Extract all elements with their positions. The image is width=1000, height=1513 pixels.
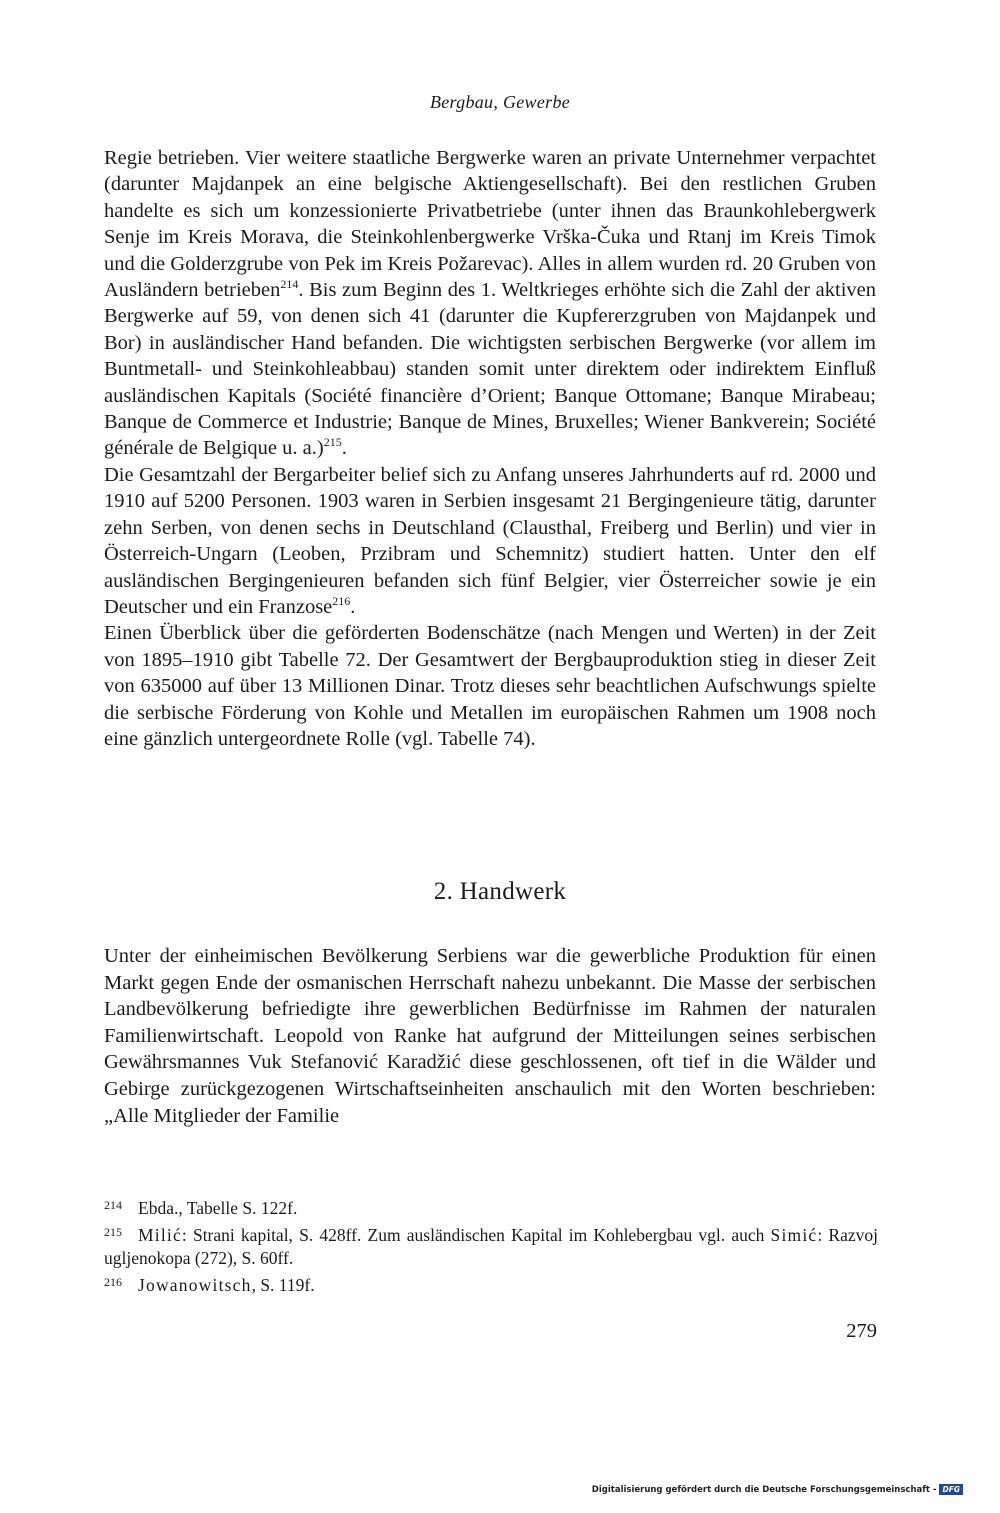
footnote-author: Milić <box>138 1224 182 1245</box>
footnote <box>104 1271 878 1298</box>
paragraph <box>104 462 876 620</box>
paragraph: Einen Überblick über die geförderten Bodenschätze (nach Mengen und Werten) in der Zeit von 1895–1910 gibt Tabelle 72. Der Gesamtwert der Bergbauproduktion stieg in dieser Zeit von 635000 auf über 13 Millionen Dinar. Trotz dieses sehr beachtlichen Aufschwungs spielte die serbische Förderung von Kohle und Metallen im europäischen Rahmen um 1908 noch eine gänzlich untergeordnete Rolle (vgl. Tabelle 74). <box>104 622 876 750</box>
dfg-logo: DFG <box>939 1484 963 1495</box>
footnote-number: 216 <box>104 1274 122 1289</box>
footnote-text: Ebda., Tabelle S. 122f. <box>138 1198 298 1218</box>
footnote-number: 215 <box>104 1224 122 1239</box>
footnote <box>104 1221 878 1271</box>
footnote <box>104 1194 878 1221</box>
footnotes <box>104 1194 878 1297</box>
footnote-ref: 214 <box>280 277 299 292</box>
footnote-ref: 215 <box>323 435 342 450</box>
paragraph-text: Die Gesamtzahl der Bergarbeiter belief sich zu Anfang unseres Jahrhunderts auf rd. 2000 und 1910 auf 5200 Personen. 1903 waren in Serbien insgesamt 21 Bergingenieure tätig, darunter zehn Serben, von denen sechs in Deutschland (Clausthal, Freiberg und Berlin) und vier in Österreich-Ungarn (Leoben, Przibram und Schemnitz) studiert hatten. Unter den elf ausländischen Bergingenieuren befanden sich fünf Belgier, vier Österreicher sowie je ein Deutscher und ein Franzose <box>104 463 876 618</box>
section-heading: 2. Handwerk <box>433 878 567 905</box>
credit-text: Digitalisierung gefördert durch die Deutsche Forschungsgemeinschaft - <box>591 1484 937 1495</box>
paragraph-text: . Bis zum Beginn des 1. Weltkrieges erhöhte sich die Zahl der aktiven Bergwerke auf 59, von denen sich 41 (darunter die Kupfererzgruben von Majdanpek und Bor) in ausländischer Hand befanden. Die wichtigsten serbischen Bergwerke (vor allem im Buntmetall- und Steinkohleabbau) standen somit unter direktem oder indirektem Einfluß ausländischen Kapitals (Société financière d’Orient; Banque Ottomane; Banque Mirabeau; Banque de Commerce et Industrie; Banque de Mines, Bruxelles; Wiener Bankverein; Société générale de Belgique u. a.) <box>104 279 876 460</box>
page-number: 279 <box>846 1320 877 1342</box>
footnote-ref: 216 <box>332 593 351 608</box>
footnote-author: Jowanowitsch <box>138 1274 252 1295</box>
footnote-text: : Strani kapital, S. 428ff. Zum ausländischen Kapital im Kohlebergbau vgl. auch <box>181 1224 771 1245</box>
footnote-text: , S. 119f. <box>251 1274 315 1295</box>
section-paragraph: Unter der einheimischen Bevölkerung Serbiens war die gewerbliche Produktion für einen Markt gegen Ende der osmanischen Herrschaft nahezu unbekannt. Die Masse der serbischen Landbevölkerung befriedigte ihre gewerblichen Bedürfnisse im Rahmen der naturalen Familienwirtschaft. Leopold von Ranke hat aufgrund der Mitteilungen seines serbischen Gewährsmannes Vuk Stefanović Karadžić diese geschlossenen, oft tief in die Wälder und Gebirge zurückgezogenen Wirtschaftseinheiten anschaulich mit den Worten beschrieben: „Alle Mitglieder der Familie <box>104 945 876 1127</box>
paragraph-text: . <box>350 595 356 618</box>
paragraph-text: Regie betrieben. Vier weitere staatliche Bergwerke waren an private Unternehmer verpachtet (darunter Majdanpek an eine belgische Aktiengesellschaft). Bei den restlichen Gruben handelte es sich um konzessionierte Privatbetriebe (unter ihnen das Braunkohlebergwerk Senje im Kreis Morava, die Steinkohlenbergwerke Vrška-Čuka und Rtanj im Kreis Timok und die Golderzgrube von Pek im Kreis Požarevac). Alles in allem wurden rd. 20 Gruben von Ausländern betrieben <box>104 147 876 302</box>
digitization-credit <box>592 1484 963 1495</box>
footnote-number: 214 <box>104 1198 122 1212</box>
footnote-author: Simić <box>770 1224 818 1245</box>
paragraph <box>104 145 876 462</box>
footnote-text: : Razvoj ugljenokopa (272), S. 60ff. <box>104 1224 878 1268</box>
body-text <box>104 145 876 752</box>
running-head: Bergbau, Gewerbe <box>429 92 571 112</box>
paragraph-text: . <box>341 437 347 460</box>
